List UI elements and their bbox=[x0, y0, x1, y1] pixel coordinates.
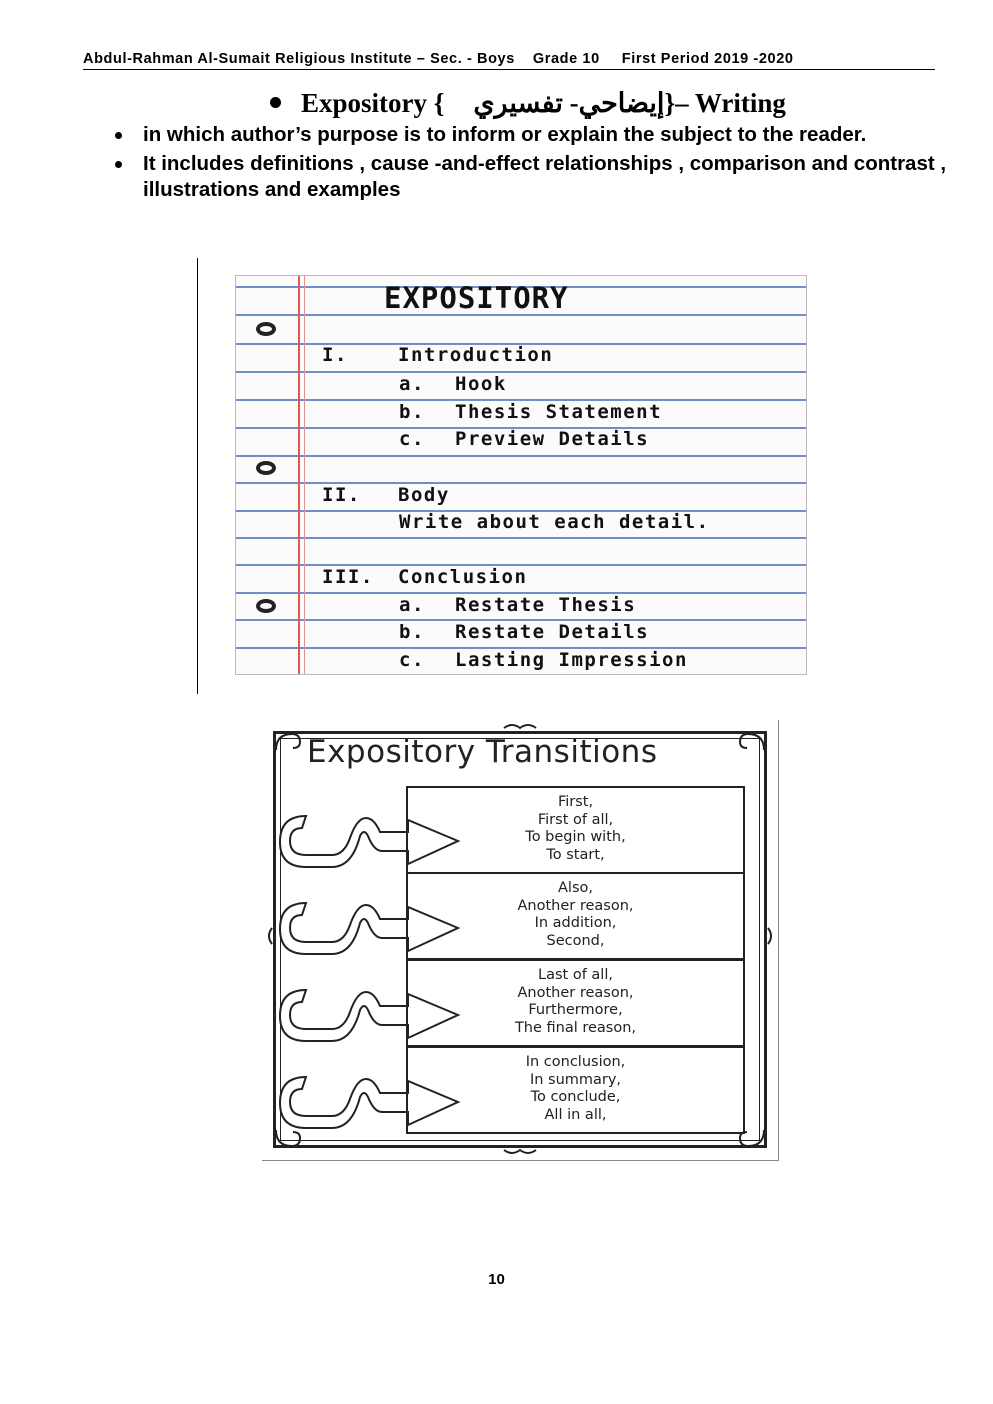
outline-letter: a. bbox=[399, 594, 425, 616]
header-period: First Period 2019 -2020 bbox=[621, 51, 794, 67]
outline-letter: b. bbox=[399, 401, 425, 423]
outline-item: Write about each detail. bbox=[399, 511, 710, 533]
ornament-icon bbox=[276, 1130, 300, 1146]
transition-box: First, First of all, To begin with, To start, bbox=[406, 786, 745, 874]
outline-letter: c. bbox=[399, 428, 425, 450]
ornament-icon bbox=[740, 1130, 764, 1146]
margin-line bbox=[298, 276, 305, 674]
page-header bbox=[83, 51, 935, 70]
outline-heading: Conclusion bbox=[398, 566, 528, 588]
bullet-item: in which author’s purpose is to inform or explain the subject to the reader. bbox=[112, 122, 972, 149]
outline-item: Thesis Statement bbox=[455, 401, 663, 423]
outline-title: EXPOSITORY bbox=[384, 281, 569, 315]
outline-item: Preview Details bbox=[455, 428, 650, 450]
outline-heading: Introduction bbox=[398, 344, 554, 366]
transitions-title: Expository Transitions bbox=[307, 734, 658, 770]
page-number: 10 bbox=[488, 1271, 505, 1288]
expository-outline-image bbox=[235, 275, 807, 675]
arrow-icon bbox=[280, 990, 458, 1041]
outline-num: III. bbox=[322, 566, 374, 588]
definition-bullets bbox=[112, 122, 972, 206]
transition-box: Also, Another reason, In addition, Second, bbox=[406, 872, 745, 960]
ornament-icon bbox=[504, 725, 536, 728]
header-grade: Grade 10 bbox=[532, 51, 600, 67]
expository-transitions-image bbox=[262, 720, 779, 1161]
header-institute: Abdul-Rahman Al-Sumait Religious Institute – Sec. - Boys bbox=[83, 51, 515, 67]
outline-letter: b. bbox=[399, 621, 425, 643]
outline-item: Hook bbox=[455, 373, 507, 395]
arrow-icon bbox=[280, 816, 458, 867]
binder-hole-icon bbox=[256, 599, 276, 613]
outline-heading: Body bbox=[398, 484, 450, 506]
ornament-icon bbox=[740, 734, 764, 750]
ornament-icon bbox=[276, 734, 300, 750]
bullet-item: It includes definitions , cause -and-effect relationships , comparison and contrast , illustrations and examples bbox=[112, 151, 972, 204]
outline-item: Restate Details bbox=[455, 621, 650, 643]
transition-box: Last of all, Another reason, Furthermore, The final reason, bbox=[406, 959, 745, 1047]
bullet-icon bbox=[270, 97, 281, 108]
binder-hole-icon bbox=[256, 461, 276, 475]
title-suffix: }– Writing bbox=[664, 88, 786, 118]
section-title bbox=[270, 86, 786, 120]
arrow-icon bbox=[280, 903, 458, 954]
outline-num: II. bbox=[322, 484, 361, 506]
title-arabic: إيضاحي- تفسيري bbox=[473, 88, 665, 118]
transition-box: In conclusion, In summary, To conclude, All in all, bbox=[406, 1046, 745, 1134]
ornament-icon bbox=[504, 1150, 536, 1153]
outline-letter: a. bbox=[399, 373, 425, 395]
arrow-icon bbox=[280, 1077, 458, 1128]
arrows-and-ornaments bbox=[262, 720, 778, 1160]
outline-item: Restate Thesis bbox=[455, 594, 637, 616]
binder-hole-icon bbox=[256, 322, 276, 336]
outline-item: Lasting Impression bbox=[455, 649, 688, 671]
title-english: Expository { bbox=[301, 88, 445, 118]
outline-letter: c. bbox=[399, 649, 425, 671]
outline-num: I. bbox=[322, 344, 348, 366]
